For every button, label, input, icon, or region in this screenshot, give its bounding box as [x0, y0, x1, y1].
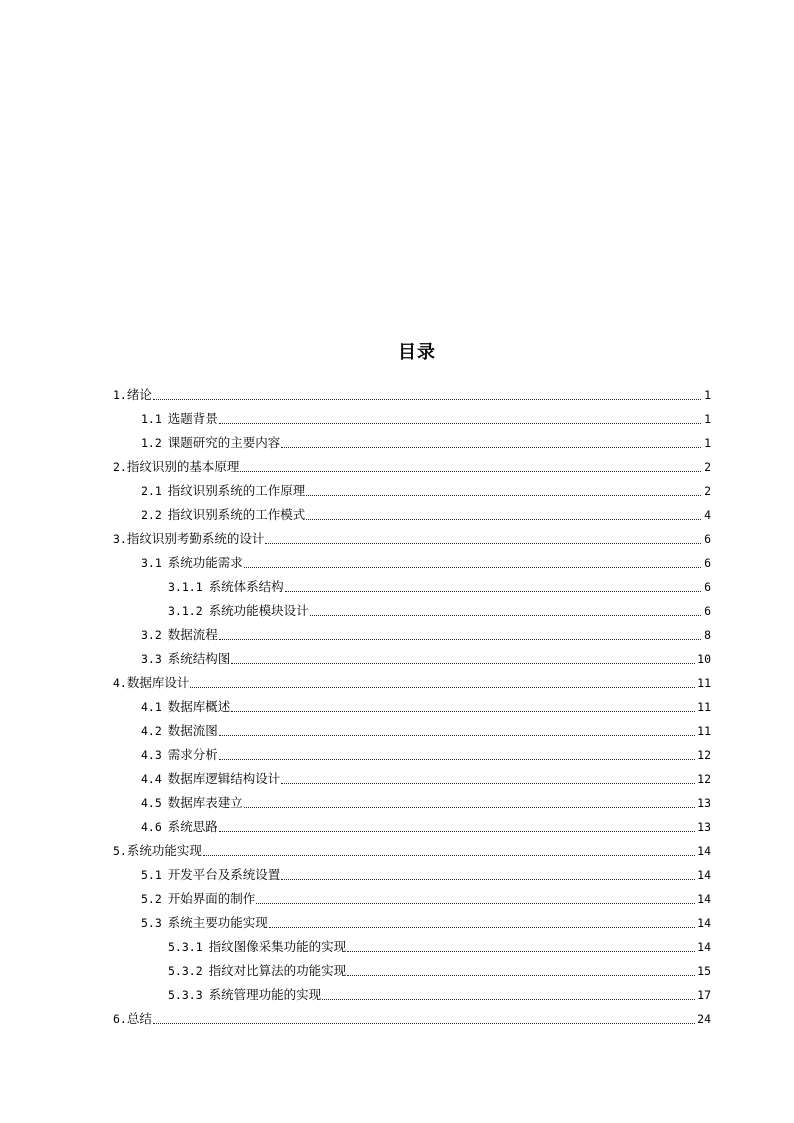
toc-entry	[113, 887, 711, 911]
toc-entry-number: 3.1.1	[168, 580, 203, 594]
toc-dot-leader	[281, 879, 695, 880]
toc-dot-leader	[219, 831, 695, 832]
toc-entry-text: 数据库概述	[167, 699, 231, 714]
toc-entry-label	[141, 431, 280, 455]
toc-dot-leader	[219, 735, 695, 736]
toc-entry-label	[113, 383, 152, 407]
toc-page-number: 1	[704, 436, 711, 450]
toc-entry-number: 5.3	[141, 916, 162, 930]
toc-entry-label	[168, 599, 309, 623]
toc-dot-leader	[306, 519, 701, 520]
toc-entry	[113, 575, 711, 599]
toc-page-number: 6	[704, 556, 711, 570]
toc-entry-label	[141, 647, 230, 671]
toc-entry-label	[168, 983, 321, 1007]
toc-entry	[113, 527, 711, 551]
toc-entry-text: 需求分析	[167, 747, 218, 762]
toc-page-number: 13	[697, 796, 711, 810]
toc-dot-leader	[322, 999, 695, 1000]
toc-entry	[113, 431, 711, 455]
toc-page-number: 15	[697, 964, 711, 978]
toc-entry-number: 3.2	[141, 628, 162, 642]
toc-entry-label	[141, 479, 305, 503]
toc-entry-number: 5.2	[141, 892, 162, 906]
toc-entry-text: 系统思路	[167, 819, 218, 834]
toc-entry-label	[141, 551, 243, 575]
toc-page-number: 1	[704, 412, 711, 426]
toc-dot-leader	[153, 399, 701, 400]
toc-entry-number: 5.3.1	[168, 940, 203, 954]
toc-page-number: 14	[697, 868, 711, 882]
toc-dot-leader	[240, 471, 701, 472]
toc-entry	[113, 503, 711, 527]
toc-dot-leader	[219, 759, 695, 760]
toc-entry-number: 4.6	[141, 820, 162, 834]
toc-page-number: 6	[704, 580, 711, 594]
toc-dot-leader	[219, 423, 701, 424]
toc-dot-leader	[153, 1023, 695, 1024]
toc-page-number: 10	[697, 652, 711, 666]
toc-entry-text: 开始界面的制作	[167, 891, 256, 906]
toc-entry-number: 4.2	[141, 724, 162, 738]
toc-entry-text: 系统功能需求	[167, 555, 243, 570]
toc-dot-leader	[306, 495, 701, 496]
toc-entry	[113, 383, 711, 407]
toc-page-number: 14	[697, 844, 711, 858]
toc-entry-number: 1.2	[141, 436, 162, 450]
toc-dot-leader	[190, 687, 695, 688]
toc-entry-number: 4.3	[141, 748, 162, 762]
toc-entry	[113, 719, 711, 743]
toc-entry-number: 5.3.3	[168, 988, 203, 1002]
toc-dot-leader	[310, 615, 701, 616]
toc-entry-text: 开发平台及系统设置	[167, 867, 281, 882]
toc-page-number: 2	[704, 460, 711, 474]
toc-entry-text: 指纹识别考勤系统的设计	[126, 531, 265, 546]
toc-entry	[113, 815, 711, 839]
toc-entry	[113, 983, 711, 1007]
toc-entry-text: 数据流程	[167, 627, 218, 642]
toc-entry	[113, 551, 711, 575]
toc-entry-number: 4.	[113, 676, 127, 690]
toc-entry-number: 5.	[113, 844, 127, 858]
toc-entry-label	[141, 407, 218, 431]
toc-entry-label	[141, 911, 268, 935]
toc-entry-label	[113, 455, 239, 479]
toc-entry-text: 系统主要功能实现	[167, 915, 268, 930]
toc-page-number: 8	[704, 628, 711, 642]
toc-entry	[113, 1007, 711, 1031]
toc-entry-number: 1.1	[141, 412, 162, 426]
toc-entry-number: 3.	[113, 532, 127, 546]
toc-dot-leader	[231, 663, 695, 664]
toc-entry-number: 4.5	[141, 796, 162, 810]
toc-entry	[113, 911, 711, 935]
toc-entry-text: 总结	[126, 1011, 152, 1026]
toc-page-number: 12	[697, 772, 711, 786]
toc-entry-text: 指纹识别的基本原理	[126, 459, 240, 474]
toc-entry-text: 数据流图	[167, 723, 218, 738]
toc-entry-label	[141, 767, 280, 791]
toc-entry-number: 5.3.2	[168, 964, 203, 978]
toc-entry	[113, 695, 711, 719]
toc-entry-text: 数据库设计	[126, 675, 190, 690]
toc-page-number: 11	[697, 676, 711, 690]
toc-entry-number: 3.3	[141, 652, 162, 666]
toc-dot-leader	[219, 639, 701, 640]
toc-entry-number: 4.1	[141, 700, 162, 714]
toc-dot-leader	[281, 447, 701, 448]
toc-entry-number: 1.	[113, 388, 127, 402]
toc-dot-leader	[281, 783, 695, 784]
toc-page-number: 14	[697, 940, 711, 954]
toc-entry-text: 数据库逻辑结构设计	[167, 771, 281, 786]
toc-entry-text: 指纹对比算法的功能实现	[208, 963, 347, 978]
toc-entry	[113, 455, 711, 479]
toc-page-number: 13	[697, 820, 711, 834]
toc-page-number: 11	[697, 700, 711, 714]
toc-entry	[113, 839, 711, 863]
toc-entry-number: 3.1.2	[168, 604, 203, 618]
toc-entry	[113, 959, 711, 983]
toc-entry	[113, 599, 711, 623]
toc-entry-text: 系统功能实现	[126, 843, 202, 858]
toc-page-number: 11	[697, 724, 711, 738]
toc-dot-leader	[244, 567, 701, 568]
toc-entry-number: 2.2	[141, 508, 162, 522]
toc-entry-label	[168, 959, 346, 983]
toc-entry-number: 3.1	[141, 556, 162, 570]
toc-dot-leader	[265, 543, 701, 544]
toc-entry-label	[141, 815, 218, 839]
toc-entry	[113, 479, 711, 503]
toc-entry-number: 5.1	[141, 868, 162, 882]
toc-entry	[113, 935, 711, 959]
toc-page-number: 4	[704, 508, 711, 522]
toc-page-number: 17	[697, 988, 711, 1002]
toc-entry-text: 指纹识别系统的工作原理	[167, 483, 306, 498]
toc-dot-leader	[203, 855, 695, 856]
toc-entry-label	[168, 575, 284, 599]
toc-entry-label	[113, 1007, 152, 1031]
toc-entry-text: 系统结构图	[167, 651, 231, 666]
toc-entry-text: 指纹识别系统的工作模式	[167, 507, 306, 522]
toc-entry-text: 课题研究的主要内容	[167, 435, 281, 450]
toc-entry-label	[113, 839, 202, 863]
toc-entry-label	[141, 503, 305, 527]
toc-dot-leader	[256, 903, 695, 904]
toc-page-number: 24	[697, 1012, 711, 1026]
toc-entry-number: 6.	[113, 1012, 127, 1026]
toc-entry-label	[168, 935, 346, 959]
toc-entry-label	[141, 695, 230, 719]
toc-entry	[113, 767, 711, 791]
toc-entry	[113, 647, 711, 671]
toc-entry-text: 系统管理功能的实现	[208, 987, 322, 1002]
toc-page-number: 14	[697, 916, 711, 930]
toc-dot-leader	[347, 951, 695, 952]
toc-page-number: 6	[704, 532, 711, 546]
toc-entry-text: 系统体系结构	[208, 579, 284, 594]
toc-entry-label	[141, 743, 218, 767]
toc-entry-number: 4.4	[141, 772, 162, 786]
toc-page-number: 14	[697, 892, 711, 906]
toc-dot-leader	[244, 807, 695, 808]
toc-dot-leader	[269, 927, 695, 928]
toc-dot-leader	[347, 975, 695, 976]
toc-entry-number: 2.	[113, 460, 127, 474]
toc-entry-text: 指纹图像采集功能的实现	[208, 939, 347, 954]
toc-entry-label	[141, 791, 243, 815]
toc-entry-number: 2.1	[141, 484, 162, 498]
toc-entry-text: 数据库表建立	[167, 795, 243, 810]
toc-entry	[113, 407, 711, 431]
toc-page-number: 2	[704, 484, 711, 498]
toc-page-number: 1	[704, 388, 711, 402]
toc-entry-text: 系统功能模块设计	[208, 603, 309, 618]
toc-entry-label	[141, 719, 218, 743]
toc-entry	[113, 623, 711, 647]
toc-entry-label	[141, 623, 218, 647]
toc-dot-leader	[231, 711, 695, 712]
toc-entry-label	[113, 671, 189, 695]
toc-entry-label	[113, 527, 264, 551]
toc-title: 目录	[398, 342, 436, 363]
toc-entry-label	[141, 887, 255, 911]
toc-entry-text: 选题背景	[167, 411, 218, 426]
toc-dot-leader	[285, 591, 701, 592]
toc-entry-text: 绪论	[126, 387, 152, 402]
toc-page-number: 12	[697, 748, 711, 762]
toc-page-number: 6	[704, 604, 711, 618]
toc-entry	[113, 863, 711, 887]
toc-entry	[113, 791, 711, 815]
toc-entry	[113, 743, 711, 767]
table-of-contents	[113, 383, 711, 1031]
toc-entry-label	[141, 863, 280, 887]
toc-entry	[113, 671, 711, 695]
